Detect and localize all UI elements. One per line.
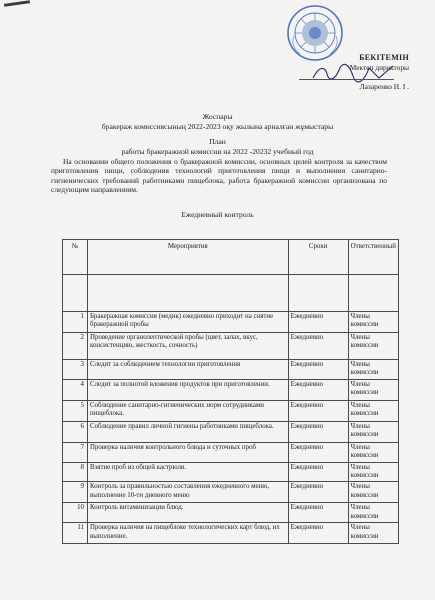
row-term: Ежедневно	[288, 482, 348, 503]
header-num: №	[63, 240, 88, 275]
approval-position: Мектеп директоры	[349, 62, 409, 72]
row-term: Ежедневно	[288, 523, 348, 544]
row-responsible: Члены комиссии	[348, 400, 398, 421]
row-responsible: Члены комиссии	[348, 442, 398, 462]
row-term: Ежедневно	[288, 400, 348, 421]
header-responsible: Ответственный	[348, 240, 398, 275]
heading-kz-line1: Жоспары	[202, 112, 233, 121]
heading-ru-line2: работы бракеражной комиссии на 2022 -20232 учебный год	[121, 146, 314, 156]
row-num: 3	[63, 360, 88, 380]
table-row	[63, 482, 399, 503]
row-term: Ежедневно	[288, 442, 348, 462]
row-term: Ежедневно	[288, 503, 348, 523]
row-event: Соблюдение правил личной гигиены работниками пищеблока.	[87, 421, 288, 442]
row-event: Проверка наличия контрольного блюда и суточных проб	[87, 442, 288, 462]
row-term: Ежедневно	[288, 312, 348, 333]
table-row	[63, 360, 399, 380]
scan-mark	[4, 0, 30, 7]
row-num: 11	[63, 523, 88, 544]
intro-paragraph: На основании общего положения о бракеражной комиссии, основных целей контроля за качеством приготовления пищи, соблюдения технологий приготовления пищи и выполнения санитарно- гигиенических требований работниками пищеблока, работа бракеражной комиссии организована по следующим направлениям.	[51, 157, 387, 195]
table-row	[63, 421, 399, 442]
row-num: 7	[63, 442, 88, 462]
table-row	[63, 400, 399, 421]
table-row	[63, 503, 399, 523]
row-term: Ежедневно	[288, 360, 348, 380]
row-term: Ежедневно	[288, 462, 348, 482]
row-num: 2	[63, 333, 88, 360]
header-event: Мероприятия	[87, 240, 288, 275]
heading-kz	[40, 112, 395, 132]
table-header-row	[63, 240, 399, 275]
row-event: Проведение органолептической пробы (цвет, запах, вкус, консистенцию, жесткость, сочность)	[87, 333, 288, 360]
heading-kz-line2: бракераж комиссиясының 2022-2023 оқу жылына арналған жұмыстары	[101, 121, 334, 131]
row-responsible: Члены комиссии	[348, 360, 398, 380]
row-responsible: Члены комиссии	[348, 503, 398, 523]
heading-ru	[40, 137, 395, 157]
control-table	[62, 239, 399, 544]
approval-block	[289, 53, 409, 92]
header-term: Сроки	[288, 240, 348, 275]
row-term: Ежедневно	[288, 421, 348, 442]
row-event: Проверка наличия на пищеблоке технологических карт блюд, их выполнение.	[87, 523, 288, 544]
row-responsible: Члены комиссии	[348, 421, 398, 442]
row-event: Взятие проб из общей кастрюли.	[87, 462, 288, 482]
row-num: 4	[63, 379, 88, 400]
row-event: Следит за полнотой вложения продуктов при приготовлении.	[87, 379, 288, 400]
row-event: Контроль витаминизации блюд.	[87, 503, 288, 523]
row-event: Соблюдение санитарно-гигиенических норм сотрудниками пищеблока.	[87, 400, 288, 421]
approval-title: БЕКІТЕМІН	[359, 53, 409, 62]
table-row	[63, 333, 399, 360]
row-term: Ежедневно	[288, 333, 348, 360]
row-num: 10	[63, 503, 88, 523]
row-responsible: Члены комиссии	[348, 462, 398, 482]
approval-name: Лазаренко Н. І .	[359, 82, 409, 92]
row-num: 1	[63, 312, 88, 333]
row-event: Бракеражная комиссия (медик) ежедневно приходит на снятие бракеражной пробы	[87, 312, 288, 333]
heading-ru-line1: План	[209, 137, 226, 146]
signature-icon	[309, 62, 399, 84]
row-num: 6	[63, 421, 88, 442]
table-row	[63, 312, 399, 333]
row-event: Следит за соблюдением технологии приготовления	[87, 360, 288, 380]
table-row	[63, 462, 399, 482]
row-num: 5	[63, 400, 88, 421]
table-row	[63, 442, 399, 462]
row-num: 9	[63, 482, 88, 503]
table-row	[63, 379, 399, 400]
row-responsible: Члены комиссии	[348, 333, 398, 360]
row-num: 8	[63, 462, 88, 482]
row-responsible: Члены комиссии	[348, 312, 398, 333]
row-responsible: Члены комиссии	[348, 523, 398, 544]
row-event: Контроль за правильностью составления ежедневного меню, выполнение 10-ти дневного меню	[87, 482, 288, 503]
row-term: Ежедневно	[288, 379, 348, 400]
table-row	[63, 523, 399, 544]
signature-line	[299, 79, 394, 80]
row-responsible: Члены комиссии	[348, 482, 398, 503]
section-title: Ежедневный контроль	[181, 210, 254, 219]
row-responsible: Члены комиссии	[348, 379, 398, 400]
table-spacer-row	[63, 275, 399, 312]
